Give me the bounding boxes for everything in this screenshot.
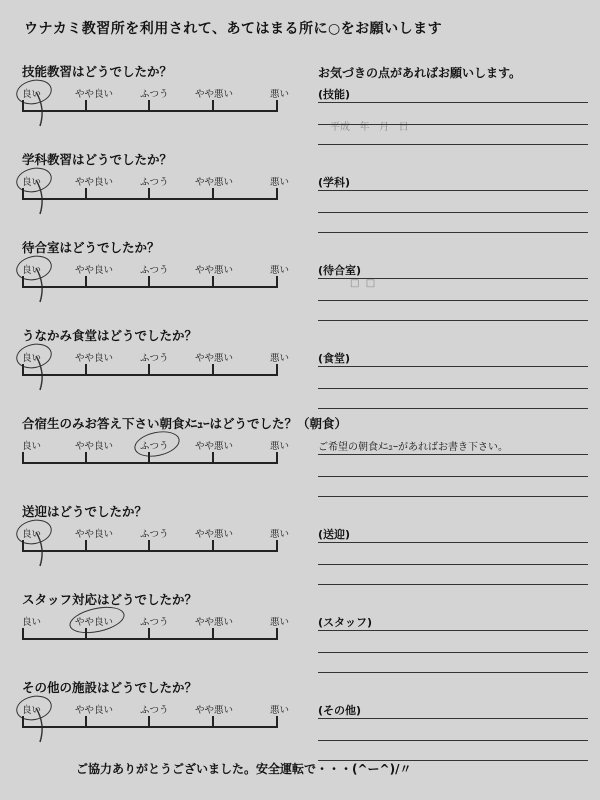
scale-tick: [148, 188, 150, 200]
page-title: ウナカミ教習所を利用されて、あてはまる所に○をお願いします: [24, 21, 443, 37]
comment-line[interactable]: [318, 102, 588, 103]
comment-line[interactable]: [318, 232, 588, 233]
survey-question-3: [0, 238, 600, 324]
question-text: うなかみ食堂はどうでしたか？: [22, 328, 198, 343]
scale-label[interactable]: ふつう: [140, 265, 169, 276]
comment-line[interactable]: [318, 320, 588, 321]
comment-line[interactable]: [318, 144, 588, 145]
rating-scale[interactable]: [22, 364, 278, 376]
scale-tick: [148, 364, 150, 376]
scale-tick: [276, 628, 278, 640]
scale-label[interactable]: やや悪い: [195, 89, 234, 100]
comment-line[interactable]: [318, 740, 588, 741]
scale-tick: [22, 100, 24, 112]
scale-tick: [22, 188, 24, 200]
question-text: その他の施設はどうでしたか？: [22, 680, 198, 695]
scale-label[interactable]: ふつう: [140, 617, 169, 628]
rating-scale[interactable]: [22, 628, 278, 640]
scale-label[interactable]: やや良い: [75, 617, 114, 628]
scale-tick: [276, 100, 278, 112]
scale-tick: [148, 628, 150, 640]
question-text: 待合室はどうでしたか？: [22, 240, 160, 255]
rating-scale[interactable]: [22, 716, 278, 728]
comment-line[interactable]: [318, 190, 588, 191]
scale-tick: [85, 100, 87, 112]
scale-tick: [276, 540, 278, 552]
scale-label[interactable]: 悪い: [270, 353, 290, 364]
scale-label[interactable]: 良い: [22, 265, 42, 276]
scale-label[interactable]: やや良い: [75, 177, 114, 188]
survey-question-8: [0, 678, 600, 764]
survey-question-7: [0, 590, 600, 676]
show-through-text: 平成 年 月 日: [330, 122, 409, 133]
scale-tick: [85, 716, 87, 728]
scale-tick: [22, 276, 24, 288]
comment-line[interactable]: [318, 454, 588, 455]
comment-line[interactable]: [318, 584, 588, 585]
scale-label[interactable]: やや良い: [75, 529, 114, 540]
scale-tick: [276, 716, 278, 728]
scale-tick: [85, 452, 87, 464]
comment-line[interactable]: [318, 300, 588, 301]
scale-label[interactable]: やや悪い: [195, 441, 234, 452]
comment-line[interactable]: [318, 672, 588, 673]
rating-scale[interactable]: [22, 540, 278, 552]
scale-tick: [148, 276, 150, 288]
scale-tick: [276, 364, 278, 376]
rating-scale[interactable]: [22, 188, 278, 200]
scale-label[interactable]: ふつう: [140, 529, 169, 540]
scale-label[interactable]: 悪い: [270, 529, 290, 540]
scale-tick: [85, 540, 87, 552]
scale-label[interactable]: ふつう: [140, 89, 169, 100]
rating-scale[interactable]: [22, 276, 278, 288]
comment-line[interactable]: [318, 630, 588, 631]
comment-label: ご希望の朝食ﾒﾆｭｰがあればお書き下さい。: [318, 442, 508, 453]
scale-label[interactable]: ふつう: [140, 705, 169, 716]
scale-tick: [212, 540, 214, 552]
scale-tick: [276, 276, 278, 288]
scale-label[interactable]: 良い: [22, 529, 42, 540]
scale-tick: [148, 452, 150, 464]
comment-label: (技能): [318, 88, 351, 101]
question-text: スタッフ対応はどうでしたか？: [22, 592, 198, 607]
comment-label: (学科): [318, 176, 351, 189]
scale-label[interactable]: やや良い: [75, 441, 114, 452]
scale-tick: [212, 452, 214, 464]
scale-label[interactable]: 良い: [22, 89, 42, 100]
scale-label[interactable]: 悪い: [270, 177, 290, 188]
comments-heading: お気づきの点があればお願いします。: [318, 66, 522, 80]
scale-label[interactable]: 良い: [22, 353, 42, 364]
comment-line[interactable]: [318, 564, 588, 565]
comment-label: (待合室): [318, 264, 362, 277]
scale-baseline: [22, 462, 278, 464]
scale-label[interactable]: 悪い: [270, 705, 290, 716]
question-text: 合宿生のみお答え下さい朝食ﾒﾆｭｰはどうでした？（朝食）: [22, 416, 348, 431]
scale-baseline: [22, 550, 278, 552]
comment-line[interactable]: [318, 476, 588, 477]
scale-baseline: [22, 374, 278, 376]
rating-scale[interactable]: [22, 452, 278, 464]
comment-line[interactable]: [318, 718, 588, 719]
scale-tick: [212, 276, 214, 288]
scale-tick: [22, 452, 24, 464]
scale-label[interactable]: やや良い: [75, 89, 114, 100]
comment-line[interactable]: [318, 496, 588, 497]
survey-question-4: [0, 326, 600, 412]
scale-baseline: [22, 198, 278, 200]
scale-tick: [276, 452, 278, 464]
question-text: 送迎はどうでしたか？: [22, 504, 148, 519]
scale-baseline: [22, 726, 278, 728]
scale-label[interactable]: やや悪い: [195, 705, 234, 716]
scale-tick: [85, 364, 87, 376]
scale-label[interactable]: やや悪い: [195, 177, 234, 188]
scale-tick: [212, 628, 214, 640]
show-through-text-2: □ □: [350, 278, 376, 289]
scale-label[interactable]: 良い: [22, 177, 42, 188]
rating-scale[interactable]: [22, 100, 278, 112]
footer-message: ご協力ありがとうございました。安全運転で・・・(^ー^)/〃: [76, 762, 412, 776]
scale-tick: [212, 364, 214, 376]
comment-line[interactable]: [318, 278, 588, 279]
question-text: 技能教習はどうでしたか？: [22, 64, 173, 79]
scale-label[interactable]: やや悪い: [195, 265, 234, 276]
scale-label[interactable]: 良い: [22, 705, 42, 716]
scale-tick: [22, 628, 24, 640]
scale-label[interactable]: 悪い: [270, 617, 290, 628]
comment-line[interactable]: [318, 408, 588, 409]
scale-label[interactable]: 良い: [22, 617, 42, 628]
scale-tick: [148, 716, 150, 728]
scale-tick: [85, 188, 87, 200]
scale-tick: [22, 716, 24, 728]
scale-label[interactable]: やや良い: [75, 265, 114, 276]
comment-label: (スタッフ): [318, 616, 373, 629]
comment-label: (その他): [318, 704, 362, 717]
scale-tick: [22, 540, 24, 552]
scale-label[interactable]: やや悪い: [195, 617, 234, 628]
comment-line[interactable]: [318, 542, 588, 543]
scale-tick: [212, 188, 214, 200]
survey-question-5: [0, 414, 600, 500]
scale-tick: [85, 276, 87, 288]
scale-label[interactable]: やや良い: [75, 353, 114, 364]
scale-baseline: [22, 110, 278, 112]
survey-question-2: [0, 150, 600, 236]
scale-tick: [148, 540, 150, 552]
survey-question-1: [0, 62, 600, 148]
scale-label[interactable]: 悪い: [270, 265, 290, 276]
scale-tick: [22, 364, 24, 376]
scale-label[interactable]: ふつう: [140, 177, 169, 188]
scale-label[interactable]: やや良い: [75, 705, 114, 716]
scale-tick: [276, 188, 278, 200]
comment-line[interactable]: [318, 366, 588, 367]
scale-label[interactable]: ふつう: [140, 441, 169, 452]
scale-label[interactable]: やや悪い: [195, 353, 234, 364]
survey-question-6: [0, 502, 600, 588]
comment-line[interactable]: [318, 212, 588, 213]
question-text: 学科教習はどうでしたか？: [22, 152, 173, 167]
scale-label[interactable]: 良い: [22, 441, 42, 452]
scale-tick: [212, 716, 214, 728]
comment-line[interactable]: [318, 124, 588, 125]
scale-label[interactable]: 悪い: [270, 89, 290, 100]
scale-baseline: [22, 638, 278, 640]
scale-label[interactable]: やや悪い: [195, 529, 234, 540]
comment-line[interactable]: [318, 652, 588, 653]
scale-tick: [85, 628, 87, 640]
comment-line[interactable]: [318, 388, 588, 389]
scale-tick: [148, 100, 150, 112]
scale-label[interactable]: 悪い: [270, 441, 290, 452]
comment-label: (食堂): [318, 352, 351, 365]
scale-tick: [212, 100, 214, 112]
comment-label: (送迎): [318, 528, 351, 541]
scale-label[interactable]: ふつう: [140, 353, 169, 364]
scale-baseline: [22, 286, 278, 288]
